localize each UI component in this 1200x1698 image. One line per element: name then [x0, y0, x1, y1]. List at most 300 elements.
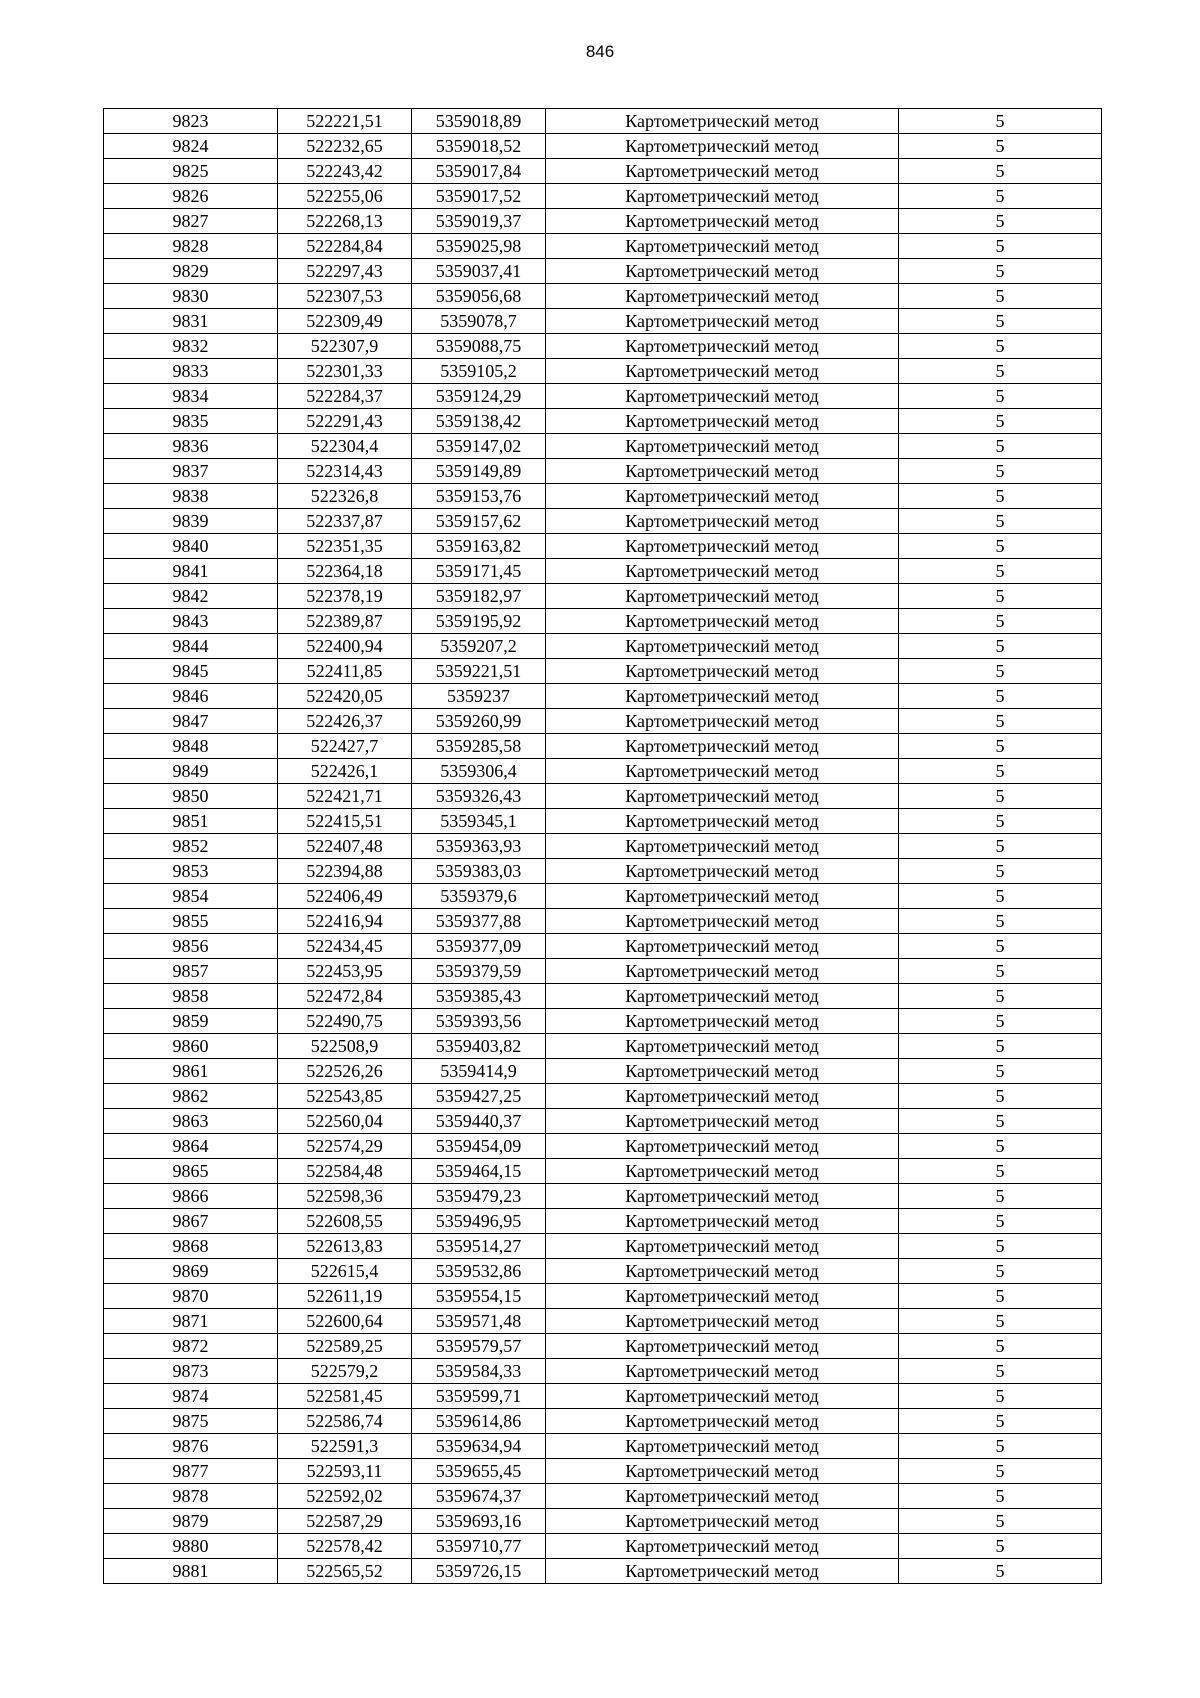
method-cell: Картометрический метод — [546, 434, 899, 459]
x-coordinate-cell: 522581,45 — [278, 1384, 412, 1409]
point-number-cell: 9862 — [104, 1084, 278, 1109]
method-cell: Картометрический метод — [546, 1384, 899, 1409]
table-row — [104, 509, 1102, 534]
method-cell: Картометрический метод — [546, 1534, 899, 1559]
accuracy-cell: 5 — [899, 109, 1102, 134]
method-cell: Картометрический метод — [546, 284, 899, 309]
accuracy-cell: 5 — [899, 1459, 1102, 1484]
x-coordinate-cell: 522314,43 — [278, 459, 412, 484]
accuracy-cell: 5 — [899, 684, 1102, 709]
x-coordinate-cell: 522592,02 — [278, 1484, 412, 1509]
y-coordinate-cell: 5359614,86 — [412, 1409, 546, 1434]
point-number-cell: 9825 — [104, 159, 278, 184]
method-cell: Картометрический метод — [546, 1484, 899, 1509]
method-cell: Картометрический метод — [546, 309, 899, 334]
point-number-cell: 9855 — [104, 909, 278, 934]
page-number: 846 — [585, 42, 615, 61]
point-number-cell: 9824 — [104, 134, 278, 159]
x-coordinate-cell: 522600,64 — [278, 1309, 412, 1334]
x-coordinate-cell: 522420,05 — [278, 684, 412, 709]
method-cell: Картометрический метод — [546, 1284, 899, 1309]
method-cell: Картометрический метод — [546, 1034, 899, 1059]
point-number-cell: 9877 — [104, 1459, 278, 1484]
x-coordinate-cell: 522611,19 — [278, 1284, 412, 1309]
x-coordinate-cell: 522427,7 — [278, 734, 412, 759]
method-cell: Картометрический метод — [546, 159, 899, 184]
x-coordinate-cell: 522587,29 — [278, 1509, 412, 1534]
y-coordinate-cell: 5359693,16 — [412, 1509, 546, 1534]
table-row — [104, 109, 1102, 134]
point-number-cell: 9836 — [104, 434, 278, 459]
method-cell: Картометрический метод — [546, 1309, 899, 1334]
x-coordinate-cell: 522326,8 — [278, 484, 412, 509]
y-coordinate-cell: 5359037,41 — [412, 259, 546, 284]
table-row — [104, 709, 1102, 734]
table-row — [104, 184, 1102, 209]
x-coordinate-cell: 522364,18 — [278, 559, 412, 584]
accuracy-cell: 5 — [899, 609, 1102, 634]
x-coordinate-cell: 522411,85 — [278, 659, 412, 684]
point-number-cell: 9851 — [104, 809, 278, 834]
y-coordinate-cell: 5359710,77 — [412, 1534, 546, 1559]
y-coordinate-cell: 5359514,27 — [412, 1234, 546, 1259]
method-cell: Картометрический метод — [546, 634, 899, 659]
x-coordinate-cell: 522268,13 — [278, 209, 412, 234]
table-row — [104, 1259, 1102, 1284]
table-row — [104, 1459, 1102, 1484]
table-row — [104, 409, 1102, 434]
y-coordinate-cell: 5359124,29 — [412, 384, 546, 409]
accuracy-cell: 5 — [899, 509, 1102, 534]
accuracy-cell: 5 — [899, 1484, 1102, 1509]
x-coordinate-cell: 522574,29 — [278, 1134, 412, 1159]
accuracy-cell: 5 — [899, 259, 1102, 284]
method-cell: Картометрический метод — [546, 734, 899, 759]
x-coordinate-cell: 522255,06 — [278, 184, 412, 209]
point-number-cell: 9865 — [104, 1159, 278, 1184]
y-coordinate-cell: 5359207,2 — [412, 634, 546, 659]
table-row — [104, 1209, 1102, 1234]
accuracy-cell: 5 — [899, 1409, 1102, 1434]
x-coordinate-cell: 522307,9 — [278, 334, 412, 359]
x-coordinate-cell: 522389,87 — [278, 609, 412, 634]
method-cell: Картометрический метод — [546, 1409, 899, 1434]
y-coordinate-cell: 5359221,51 — [412, 659, 546, 684]
accuracy-cell: 5 — [899, 1234, 1102, 1259]
accuracy-cell: 5 — [899, 1434, 1102, 1459]
table-row — [104, 1084, 1102, 1109]
point-number-cell: 9868 — [104, 1234, 278, 1259]
table-row — [104, 859, 1102, 884]
y-coordinate-cell: 5359554,15 — [412, 1284, 546, 1309]
point-number-cell: 9842 — [104, 584, 278, 609]
accuracy-cell: 5 — [899, 1109, 1102, 1134]
y-coordinate-cell: 5359383,03 — [412, 859, 546, 884]
y-coordinate-cell: 5359138,42 — [412, 409, 546, 434]
method-cell: Картометрический метод — [546, 1159, 899, 1184]
accuracy-cell: 5 — [899, 984, 1102, 1009]
accuracy-cell: 5 — [899, 759, 1102, 784]
table-row — [104, 1184, 1102, 1209]
point-number-cell: 9872 — [104, 1334, 278, 1359]
accuracy-cell: 5 — [899, 1209, 1102, 1234]
y-coordinate-cell: 5359147,02 — [412, 434, 546, 459]
table-row — [104, 959, 1102, 984]
accuracy-cell: 5 — [899, 809, 1102, 834]
y-coordinate-cell: 5359306,4 — [412, 759, 546, 784]
x-coordinate-cell: 522565,52 — [278, 1559, 412, 1584]
point-number-cell: 9873 — [104, 1359, 278, 1384]
accuracy-cell: 5 — [899, 284, 1102, 309]
accuracy-cell: 5 — [899, 1009, 1102, 1034]
x-coordinate-cell: 522351,35 — [278, 534, 412, 559]
y-coordinate-cell: 5359403,82 — [412, 1034, 546, 1059]
x-coordinate-cell: 522593,11 — [278, 1459, 412, 1484]
y-coordinate-cell: 5359427,25 — [412, 1084, 546, 1109]
y-coordinate-cell: 5359634,94 — [412, 1434, 546, 1459]
method-cell: Картометрический метод — [546, 109, 899, 134]
table-row — [104, 909, 1102, 934]
accuracy-cell: 5 — [899, 1509, 1102, 1534]
accuracy-cell: 5 — [899, 1559, 1102, 1584]
method-cell: Картометрический метод — [546, 784, 899, 809]
table-row — [104, 1409, 1102, 1434]
point-number-cell: 9833 — [104, 359, 278, 384]
table-row — [104, 1484, 1102, 1509]
table-row — [104, 259, 1102, 284]
x-coordinate-cell: 522613,83 — [278, 1234, 412, 1259]
table-row — [104, 1559, 1102, 1584]
method-cell: Картометрический метод — [546, 1234, 899, 1259]
method-cell: Картометрический метод — [546, 484, 899, 509]
method-cell: Картометрический метод — [546, 709, 899, 734]
table-row — [104, 584, 1102, 609]
point-number-cell: 9841 — [104, 559, 278, 584]
x-coordinate-cell: 522400,94 — [278, 634, 412, 659]
y-coordinate-cell: 5359496,95 — [412, 1209, 546, 1234]
table-row — [104, 359, 1102, 384]
point-number-cell: 9863 — [104, 1109, 278, 1134]
y-coordinate-cell: 5359385,43 — [412, 984, 546, 1009]
point-number-cell: 9881 — [104, 1559, 278, 1584]
table-row — [104, 459, 1102, 484]
accuracy-cell: 5 — [899, 934, 1102, 959]
accuracy-cell: 5 — [899, 1184, 1102, 1209]
table-row — [104, 734, 1102, 759]
point-number-cell: 9859 — [104, 1009, 278, 1034]
table-row — [104, 1234, 1102, 1259]
table-row — [104, 659, 1102, 684]
table-row — [104, 1334, 1102, 1359]
method-cell: Картометрический метод — [546, 259, 899, 284]
point-number-cell: 9831 — [104, 309, 278, 334]
method-cell: Картометрический метод — [546, 234, 899, 259]
y-coordinate-cell: 5359163,82 — [412, 534, 546, 559]
accuracy-cell: 5 — [899, 359, 1102, 384]
y-coordinate-cell: 5359018,89 — [412, 109, 546, 134]
x-coordinate-cell: 522406,49 — [278, 884, 412, 909]
point-number-cell: 9845 — [104, 659, 278, 684]
x-coordinate-cell: 522579,2 — [278, 1359, 412, 1384]
x-coordinate-cell: 522421,71 — [278, 784, 412, 809]
x-coordinate-cell: 522304,4 — [278, 434, 412, 459]
method-cell: Картометрический метод — [546, 1009, 899, 1034]
x-coordinate-cell: 522615,4 — [278, 1259, 412, 1284]
point-number-cell: 9850 — [104, 784, 278, 809]
method-cell: Картометрический метод — [546, 559, 899, 584]
y-coordinate-cell: 5359237 — [412, 684, 546, 709]
x-coordinate-cell: 522426,1 — [278, 759, 412, 784]
table-row — [104, 784, 1102, 809]
method-cell: Картометрический метод — [546, 384, 899, 409]
y-coordinate-cell: 5359326,43 — [412, 784, 546, 809]
method-cell: Картометрический метод — [546, 1559, 899, 1584]
point-number-cell: 9858 — [104, 984, 278, 1009]
x-coordinate-cell: 522284,84 — [278, 234, 412, 259]
x-coordinate-cell: 522337,87 — [278, 509, 412, 534]
accuracy-cell: 5 — [899, 184, 1102, 209]
method-cell: Картометрический метод — [546, 459, 899, 484]
y-coordinate-cell: 5359017,52 — [412, 184, 546, 209]
x-coordinate-cell: 522584,48 — [278, 1159, 412, 1184]
method-cell: Картометрический метод — [546, 1434, 899, 1459]
accuracy-cell: 5 — [899, 1134, 1102, 1159]
accuracy-cell: 5 — [899, 1309, 1102, 1334]
method-cell: Картометрический метод — [546, 959, 899, 984]
table-row — [104, 759, 1102, 784]
y-coordinate-cell: 5359149,89 — [412, 459, 546, 484]
method-cell: Картометрический метод — [546, 1334, 899, 1359]
point-number-cell: 9874 — [104, 1384, 278, 1409]
method-cell: Картометрический метод — [546, 809, 899, 834]
method-cell: Картометрический метод — [546, 884, 899, 909]
point-number-cell: 9871 — [104, 1309, 278, 1334]
point-number-cell: 9870 — [104, 1284, 278, 1309]
table-row — [104, 434, 1102, 459]
point-number-cell: 9875 — [104, 1409, 278, 1434]
table-row — [104, 609, 1102, 634]
point-number-cell: 9854 — [104, 884, 278, 909]
method-cell: Картометрический метод — [546, 209, 899, 234]
point-number-cell: 9847 — [104, 709, 278, 734]
accuracy-cell: 5 — [899, 459, 1102, 484]
table-row — [104, 559, 1102, 584]
y-coordinate-cell: 5359655,45 — [412, 1459, 546, 1484]
point-number-cell: 9849 — [104, 759, 278, 784]
table-row — [104, 809, 1102, 834]
table-row — [104, 1284, 1102, 1309]
y-coordinate-cell: 5359088,75 — [412, 334, 546, 359]
point-number-cell: 9840 — [104, 534, 278, 559]
accuracy-cell: 5 — [899, 659, 1102, 684]
y-coordinate-cell: 5359056,68 — [412, 284, 546, 309]
table-row — [104, 984, 1102, 1009]
accuracy-cell: 5 — [899, 534, 1102, 559]
accuracy-cell: 5 — [899, 1159, 1102, 1184]
x-coordinate-cell: 522560,04 — [278, 1109, 412, 1134]
x-coordinate-cell: 522415,51 — [278, 809, 412, 834]
y-coordinate-cell: 5359532,86 — [412, 1259, 546, 1284]
point-number-cell: 9856 — [104, 934, 278, 959]
y-coordinate-cell: 5359171,45 — [412, 559, 546, 584]
table-row — [104, 1434, 1102, 1459]
accuracy-cell: 5 — [899, 834, 1102, 859]
coordinates-table-body — [104, 109, 1102, 1584]
accuracy-cell: 5 — [899, 559, 1102, 584]
table-row — [104, 884, 1102, 909]
method-cell: Картометрический метод — [546, 859, 899, 884]
x-coordinate-cell: 522232,65 — [278, 134, 412, 159]
point-number-cell: 9846 — [104, 684, 278, 709]
accuracy-cell: 5 — [899, 1259, 1102, 1284]
table-row — [104, 834, 1102, 859]
x-coordinate-cell: 522472,84 — [278, 984, 412, 1009]
point-number-cell: 9852 — [104, 834, 278, 859]
x-coordinate-cell: 522426,37 — [278, 709, 412, 734]
x-coordinate-cell: 522598,36 — [278, 1184, 412, 1209]
accuracy-cell: 5 — [899, 1284, 1102, 1309]
method-cell: Картометрический метод — [546, 834, 899, 859]
accuracy-cell: 5 — [899, 884, 1102, 909]
x-coordinate-cell: 522407,48 — [278, 834, 412, 859]
table-row — [104, 1309, 1102, 1334]
accuracy-cell: 5 — [899, 484, 1102, 509]
y-coordinate-cell: 5359285,58 — [412, 734, 546, 759]
point-number-cell: 9848 — [104, 734, 278, 759]
point-number-cell: 9823 — [104, 109, 278, 134]
table-row — [104, 1359, 1102, 1384]
x-coordinate-cell: 522416,94 — [278, 909, 412, 934]
table-row — [104, 309, 1102, 334]
table-row — [104, 1059, 1102, 1084]
table-row — [104, 1109, 1102, 1134]
point-number-cell: 9844 — [104, 634, 278, 659]
point-number-cell: 9835 — [104, 409, 278, 434]
method-cell: Картометрический метод — [546, 1259, 899, 1284]
table-row — [104, 134, 1102, 159]
x-coordinate-cell: 522589,25 — [278, 1334, 412, 1359]
y-coordinate-cell: 5359571,48 — [412, 1309, 546, 1334]
accuracy-cell: 5 — [899, 1334, 1102, 1359]
y-coordinate-cell: 5359377,88 — [412, 909, 546, 934]
coordinates-table — [103, 108, 1102, 1584]
method-cell: Картометрический метод — [546, 609, 899, 634]
y-coordinate-cell: 5359260,99 — [412, 709, 546, 734]
x-coordinate-cell: 522307,53 — [278, 284, 412, 309]
x-coordinate-cell: 522453,95 — [278, 959, 412, 984]
accuracy-cell: 5 — [899, 734, 1102, 759]
y-coordinate-cell: 5359363,93 — [412, 834, 546, 859]
method-cell: Картометрический метод — [546, 1184, 899, 1209]
method-cell: Картометрический метод — [546, 1509, 899, 1534]
accuracy-cell: 5 — [899, 1384, 1102, 1409]
x-coordinate-cell: 522394,88 — [278, 859, 412, 884]
table-row — [104, 934, 1102, 959]
table-row — [104, 284, 1102, 309]
point-number-cell: 9853 — [104, 859, 278, 884]
table-row — [104, 534, 1102, 559]
y-coordinate-cell: 5359157,62 — [412, 509, 546, 534]
method-cell: Картометрический метод — [546, 509, 899, 534]
point-number-cell: 9880 — [104, 1534, 278, 1559]
y-coordinate-cell: 5359105,2 — [412, 359, 546, 384]
y-coordinate-cell: 5359078,7 — [412, 309, 546, 334]
point-number-cell: 9834 — [104, 384, 278, 409]
point-number-cell: 9860 — [104, 1034, 278, 1059]
method-cell: Картометрический метод — [546, 909, 899, 934]
accuracy-cell: 5 — [899, 784, 1102, 809]
accuracy-cell: 5 — [899, 159, 1102, 184]
x-coordinate-cell: 522301,33 — [278, 359, 412, 384]
accuracy-cell: 5 — [899, 134, 1102, 159]
point-number-cell: 9867 — [104, 1209, 278, 1234]
method-cell: Картометрический метод — [546, 1459, 899, 1484]
accuracy-cell: 5 — [899, 209, 1102, 234]
y-coordinate-cell: 5359393,56 — [412, 1009, 546, 1034]
y-coordinate-cell: 5359017,84 — [412, 159, 546, 184]
method-cell: Картометрический метод — [546, 1084, 899, 1109]
point-number-cell: 9826 — [104, 184, 278, 209]
point-number-cell: 9857 — [104, 959, 278, 984]
y-coordinate-cell: 5359440,37 — [412, 1109, 546, 1134]
x-coordinate-cell: 522608,55 — [278, 1209, 412, 1234]
y-coordinate-cell: 5359454,09 — [412, 1134, 546, 1159]
table-row — [104, 1534, 1102, 1559]
table-row — [104, 159, 1102, 184]
method-cell: Картометрический метод — [546, 759, 899, 784]
method-cell: Картометрический метод — [546, 1209, 899, 1234]
y-coordinate-cell: 5359345,1 — [412, 809, 546, 834]
point-number-cell: 9829 — [104, 259, 278, 284]
accuracy-cell: 5 — [899, 384, 1102, 409]
accuracy-cell: 5 — [899, 334, 1102, 359]
y-coordinate-cell: 5359019,37 — [412, 209, 546, 234]
table-row — [104, 634, 1102, 659]
method-cell: Картометрический метод — [546, 134, 899, 159]
point-number-cell: 9827 — [104, 209, 278, 234]
point-number-cell: 9861 — [104, 1059, 278, 1084]
y-coordinate-cell: 5359182,97 — [412, 584, 546, 609]
x-coordinate-cell: 522591,3 — [278, 1434, 412, 1459]
y-coordinate-cell: 5359377,09 — [412, 934, 546, 959]
y-coordinate-cell: 5359025,98 — [412, 234, 546, 259]
method-cell: Картометрический метод — [546, 334, 899, 359]
y-coordinate-cell: 5359479,23 — [412, 1184, 546, 1209]
table-row — [104, 384, 1102, 409]
method-cell: Картометрический метод — [546, 659, 899, 684]
method-cell: Картометрический метод — [546, 1059, 899, 1084]
point-number-cell: 9876 — [104, 1434, 278, 1459]
y-coordinate-cell: 5359599,71 — [412, 1384, 546, 1409]
table-row — [104, 684, 1102, 709]
point-number-cell: 9832 — [104, 334, 278, 359]
accuracy-cell: 5 — [899, 1534, 1102, 1559]
method-cell: Картометрический метод — [546, 984, 899, 1009]
y-coordinate-cell: 5359379,6 — [412, 884, 546, 909]
x-coordinate-cell: 522378,19 — [278, 584, 412, 609]
x-coordinate-cell: 522243,42 — [278, 159, 412, 184]
table-row — [104, 1134, 1102, 1159]
accuracy-cell: 5 — [899, 909, 1102, 934]
accuracy-cell: 5 — [899, 859, 1102, 884]
x-coordinate-cell: 522434,45 — [278, 934, 412, 959]
y-coordinate-cell: 5359379,59 — [412, 959, 546, 984]
x-coordinate-cell: 522578,42 — [278, 1534, 412, 1559]
accuracy-cell: 5 — [899, 1359, 1102, 1384]
method-cell: Картометрический метод — [546, 534, 899, 559]
accuracy-cell: 5 — [899, 584, 1102, 609]
point-number-cell: 9864 — [104, 1134, 278, 1159]
